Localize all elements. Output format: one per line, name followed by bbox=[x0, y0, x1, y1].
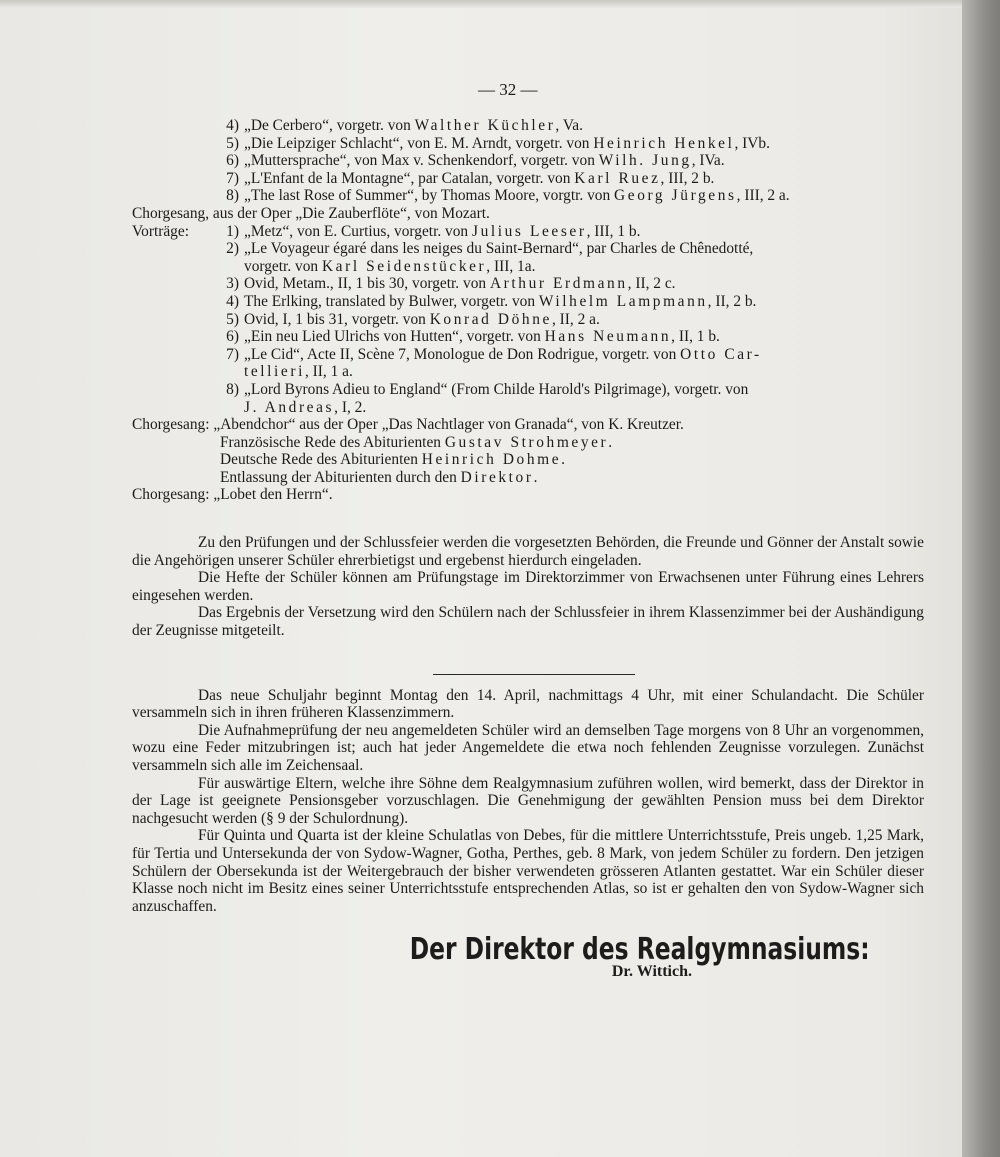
program-item bbox=[132, 240, 924, 258]
item-class: , II, 1 b. bbox=[671, 328, 720, 346]
program-item bbox=[132, 328, 924, 346]
performer-name: Konrad Döhne bbox=[429, 310, 552, 328]
program-item bbox=[132, 381, 924, 399]
performer-name: Walther Küchler bbox=[414, 117, 556, 134]
chorgesang-lobet: Chorgesang: „Lobet den Herrn“. bbox=[132, 486, 333, 504]
item-number: 1) bbox=[226, 222, 239, 240]
item-text: vorgetr. von bbox=[244, 257, 322, 275]
performer-name: Arthur Erdmann bbox=[489, 275, 628, 293]
performer-name: tellieri bbox=[244, 363, 305, 381]
item-class: , IVb. bbox=[734, 134, 770, 152]
item-text: „Muttersprache“, von Max v. Schenkendorf, vorgetr. von bbox=[244, 152, 599, 170]
item-number: 8) bbox=[226, 380, 239, 398]
item-text: „Le Voyageur égaré dans les neiges du Saint-Bernard“, par Charles de Chênedotté, bbox=[244, 240, 754, 258]
program-item bbox=[132, 187, 924, 205]
item-class: , III, 2 b. bbox=[660, 169, 715, 187]
item-class: , III, 2 a. bbox=[736, 187, 790, 205]
item-text: Ovid, I, 1 bis 31, vorgetr. von bbox=[244, 310, 430, 328]
book-spine-shadow bbox=[962, 0, 1000, 1157]
paragraph-pension: Für auswärtige Eltern, welche ihre Söhne dem Realgymnasium zuführen wollen, wird bemerkt, dass der Direktor in der Lage ist geeignete Pensionsgeber vorzuschlagen. Die Genehmigung der gewählten Pension muss bei dem Direktor nachgesucht werden (§ 9 der Schulordnung). bbox=[132, 774, 924, 827]
performer-name: Wilhelm Lampmann bbox=[538, 292, 708, 310]
paragraph-schuljahr: Das neue Schuljahr beginnt Montag den 14. April, nachmittags 4 Uhr, mit einer Schulandacht. Die Schüler versammeln sich in ihren früheren Klassenzimmern. bbox=[132, 686, 924, 722]
program-item bbox=[132, 117, 924, 135]
program-item bbox=[132, 293, 924, 311]
program-item-continuation bbox=[132, 258, 924, 276]
section-divider bbox=[433, 674, 635, 675]
item-text: „The last Rose of Summer“, by Thomas Moore, vorgtr. von bbox=[244, 187, 615, 205]
item-class: , III, 1 b. bbox=[586, 222, 641, 240]
item-class: , II, 1 a. bbox=[304, 363, 353, 381]
signature-block bbox=[132, 933, 924, 981]
item-text: Ovid, Metam., II, 1 bis 30, vorgetr. von bbox=[244, 275, 490, 293]
performer-name: Georg Jürgens bbox=[614, 187, 737, 205]
rede-deutsch: Deutsche Rede des Abiturienten Heinrich Dohme. bbox=[220, 451, 565, 469]
performer-name: Wilh. Jung bbox=[598, 152, 692, 170]
signature-name: Dr. Wittich. bbox=[611, 963, 692, 981]
item-class: , II, 2 c. bbox=[627, 275, 676, 293]
document-body bbox=[132, 117, 924, 981]
item-number: 8) bbox=[226, 187, 239, 205]
item-class: , IVa. bbox=[691, 152, 725, 170]
item-class: , II, 2 b. bbox=[707, 292, 757, 310]
chorgesang-abendchor: Chorgesang: „Abendchor“ aus der Oper „Das Nachtlager von Granada“, von K. Kreutzer. bbox=[132, 416, 684, 434]
item-number: 6) bbox=[226, 328, 239, 346]
item-class: , III, 1a. bbox=[486, 257, 536, 275]
item-text: „L'Enfant de la Montagne“, par Catalan, vorgetr. von bbox=[244, 169, 575, 187]
performer-name: Hans Neumann bbox=[544, 328, 672, 346]
item-text: „Metz“, von E. Curtius, vorgetr. von bbox=[244, 222, 472, 240]
item-number: 2) bbox=[226, 240, 239, 258]
program-item-continuation bbox=[132, 399, 924, 417]
item-text: The Erlking, translated by Bulwer, vorgetr. von bbox=[244, 292, 539, 310]
performer-name: J. Andreas bbox=[244, 398, 335, 416]
program-item bbox=[132, 346, 924, 364]
performer-name: Karl Seidenstücker bbox=[321, 257, 487, 275]
item-text: „Ein neu Lied Ulrichs von Hutten“, vorgetr. von bbox=[244, 328, 545, 346]
rede-franzoesisch: Französische Rede des Abiturienten Gustav Strohmeyer. bbox=[220, 433, 613, 451]
performer-name: Karl Ruez bbox=[574, 169, 661, 187]
performer-name: Heinrich Henkel bbox=[593, 134, 735, 152]
item-text: „De Cerbero“, vorgetr. von bbox=[244, 117, 415, 134]
program-item bbox=[132, 275, 924, 293]
chorgesang-zauberfloete: Chorgesang, aus der Oper „Die Zauberflöte“, von Mozart. bbox=[132, 204, 490, 222]
item-text: „Le Cid“, Acte II, Scène 7, Monologue de Don Rodrigue, vorgetr. von bbox=[244, 345, 681, 363]
item-number: 4) bbox=[226, 117, 239, 134]
page-number: — 32 — bbox=[478, 80, 538, 99]
item-number: 6) bbox=[226, 152, 239, 170]
program-item-continuation bbox=[132, 363, 924, 381]
item-text: „Die Leipziger Schlacht“, von E. M. Arndt, vorgetr. von bbox=[244, 134, 594, 152]
vortraege-label: Vorträge: bbox=[132, 222, 189, 240]
program-list-b bbox=[132, 223, 924, 417]
program-item bbox=[132, 311, 924, 329]
entlassung-abiturienten: Entlassung der Abiturienten durch den Direktor. bbox=[220, 468, 538, 486]
item-number: 4) bbox=[226, 292, 239, 310]
page-top-edge bbox=[0, 0, 962, 8]
item-number: 3) bbox=[226, 275, 239, 293]
signature-title: Der Direktor des Realgymnasiums: bbox=[410, 932, 870, 968]
performer-name: Otto Car- bbox=[680, 345, 762, 363]
program-list-a bbox=[132, 117, 924, 205]
paragraph-einladung: Zu den Prüfungen und der Schlussfeier werden die vorgesetzten Behörden, die Freunde und Gönner der Anstalt sowie die Angehörigen unserer Schüler ehrerbietigst und ergebenst hierdurch eingeladen. bbox=[132, 534, 924, 569]
item-class: , Va. bbox=[555, 117, 583, 134]
performer-name: Julius Leeser bbox=[471, 222, 587, 240]
item-number: 7) bbox=[226, 169, 239, 187]
program-item bbox=[132, 135, 924, 153]
item-number: 7) bbox=[226, 345, 239, 363]
paragraph-atlas: Für Quinta und Quarta ist der kleine Schulatlas von Debes, für die mittlere Unterrichtsstufe, Preis ungeb. 1,25 Mark, für Tertia und Untersekunda der von Sydow-Wagner, Gotha, Perthes, geb. 8 Mark, von jedem Schüler zu fordern. Den jetzigen Schülern der Obersekunda ist der Weitergebrauch der bisher verwendeten grösseren Atlanten gestattet. War ein Schüler dieser Klasse noch nicht im Besitz eines seiner Unterrichtsstufe entsprechenden Atlas, so ist er gehalten den von Sydow-Wagner sich anzuschaffen. bbox=[132, 827, 924, 915]
program-item bbox=[132, 223, 924, 241]
item-number: 5) bbox=[226, 310, 239, 328]
paragraph-aufnahmepruefung: Die Aufnahmeprüfung der neu angemeldeten Schüler wird an demselben Tage morgens von 8 Uhr an vorgenommen, wozu eine Feder mitzubringen ist; auch hat jeder Angemeldete die etwa noch fehlenden Zeugnisse vorzulegen. Zunächst versammeln sich alle im Zeichensaal. bbox=[132, 721, 924, 774]
paragraph-versetzung: Das Ergebnis der Versetzung wird den Schülern nach der Schlussfeier in ihrem Klassenzimmer bei der Aushändigung der Zeugnisse mitgeteilt. bbox=[132, 604, 924, 640]
item-text: „Lord Byrons Adieu to England“ (From Childe Harold's Pilgrimage), vorgetr. von bbox=[244, 380, 749, 398]
item-class: , I, 2. bbox=[334, 398, 367, 416]
program-item bbox=[132, 170, 924, 188]
paragraph-hefte: Die Hefte der Schüler können am Prüfungstage im Direktorzimmer von Erwachsenen unter Führung eines Lehrers eingesehen werden. bbox=[132, 569, 924, 604]
item-number: 5) bbox=[226, 134, 239, 152]
item-class: , II, 2 a. bbox=[551, 310, 600, 328]
program-item bbox=[132, 152, 924, 170]
